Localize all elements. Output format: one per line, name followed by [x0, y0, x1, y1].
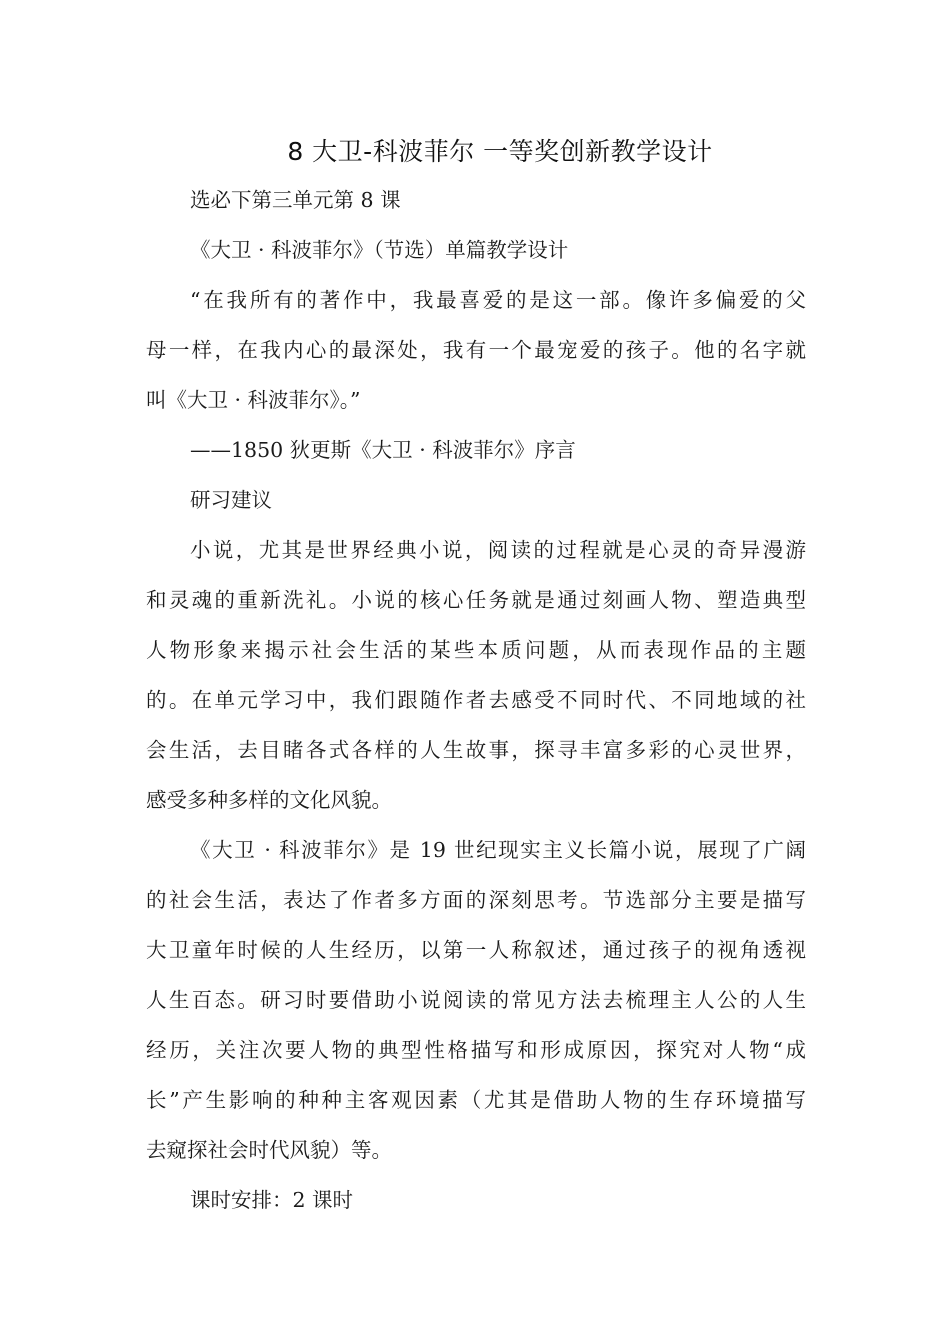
lesson-info: 选必下第三单元第 8 课 [190, 188, 401, 212]
paragraph-line: 感受多种多样的文化风貌。 [146, 788, 392, 812]
document-title: 8 大卫-科波菲尔 一等奖创新教学设计 [287, 137, 713, 166]
quote-line: 母一样，在我内心的最深处，我有一个最宠爱的孩子。他的名字就 [146, 338, 806, 362]
paragraph-line: 会生活，去目睹各式各样的人生故事，探寻丰富多彩的心灵世界， [146, 738, 806, 762]
paragraph-line: 小说，尤其是世界经典小说，阅读的过程就是心灵的奇异漫游 [190, 538, 806, 562]
paragraph-line: 长”产生影响的种种主客观因素（尤其是借助人物的生存环境描写 [146, 1088, 806, 1112]
quote-attribution: ——1850 狄更斯《大卫 · 科波菲尔》序言 [190, 438, 576, 462]
paragraph-line: 经历，关注次要人物的典型性格描写和形成原因，探究对人物“成 [146, 1038, 806, 1062]
paragraph-line: 人生百态。研习时要借助小说阅读的常见方法去梳理主人公的人生 [146, 988, 806, 1012]
design-subtitle: 《大卫 · 科波菲尔》（节选）单篇教学设计 [190, 238, 569, 262]
paragraph-line: 的。在单元学习中，我们跟随作者去感受不同时代、不同地域的社 [146, 688, 806, 712]
paragraph-line: 大卫童年时候的人生经历，以第一人称叙述，通过孩子的视角透视 [146, 938, 806, 962]
paragraph-line: 人物形象来揭示社会生活的某些本质问题，从而表现作品的主题 [146, 638, 806, 662]
schedule-line: 课时安排：2 课时 [190, 1188, 354, 1212]
quote-line: “在我所有的著作中，我最喜爱的是这一部。像许多偏爱的父 [190, 288, 806, 312]
paragraph-line: 的社会生活，表达了作者多方面的深刻思考。节选部分主要是描写 [146, 888, 806, 912]
paragraph-line: 《大卫 · 科波菲尔》是 19 世纪现实主义长篇小说，展现了广阔 [190, 838, 806, 862]
paragraph-line: 和灵魂的重新洗礼。小说的核心任务就是通过刻画人物、塑造典型 [146, 588, 806, 612]
quote-line: 叫《大卫 · 科波菲尔》。” [146, 388, 361, 412]
paragraph-line: 去窥探社会时代风貌）等。 [146, 1138, 392, 1162]
section-heading: 研习建议 [190, 488, 272, 512]
